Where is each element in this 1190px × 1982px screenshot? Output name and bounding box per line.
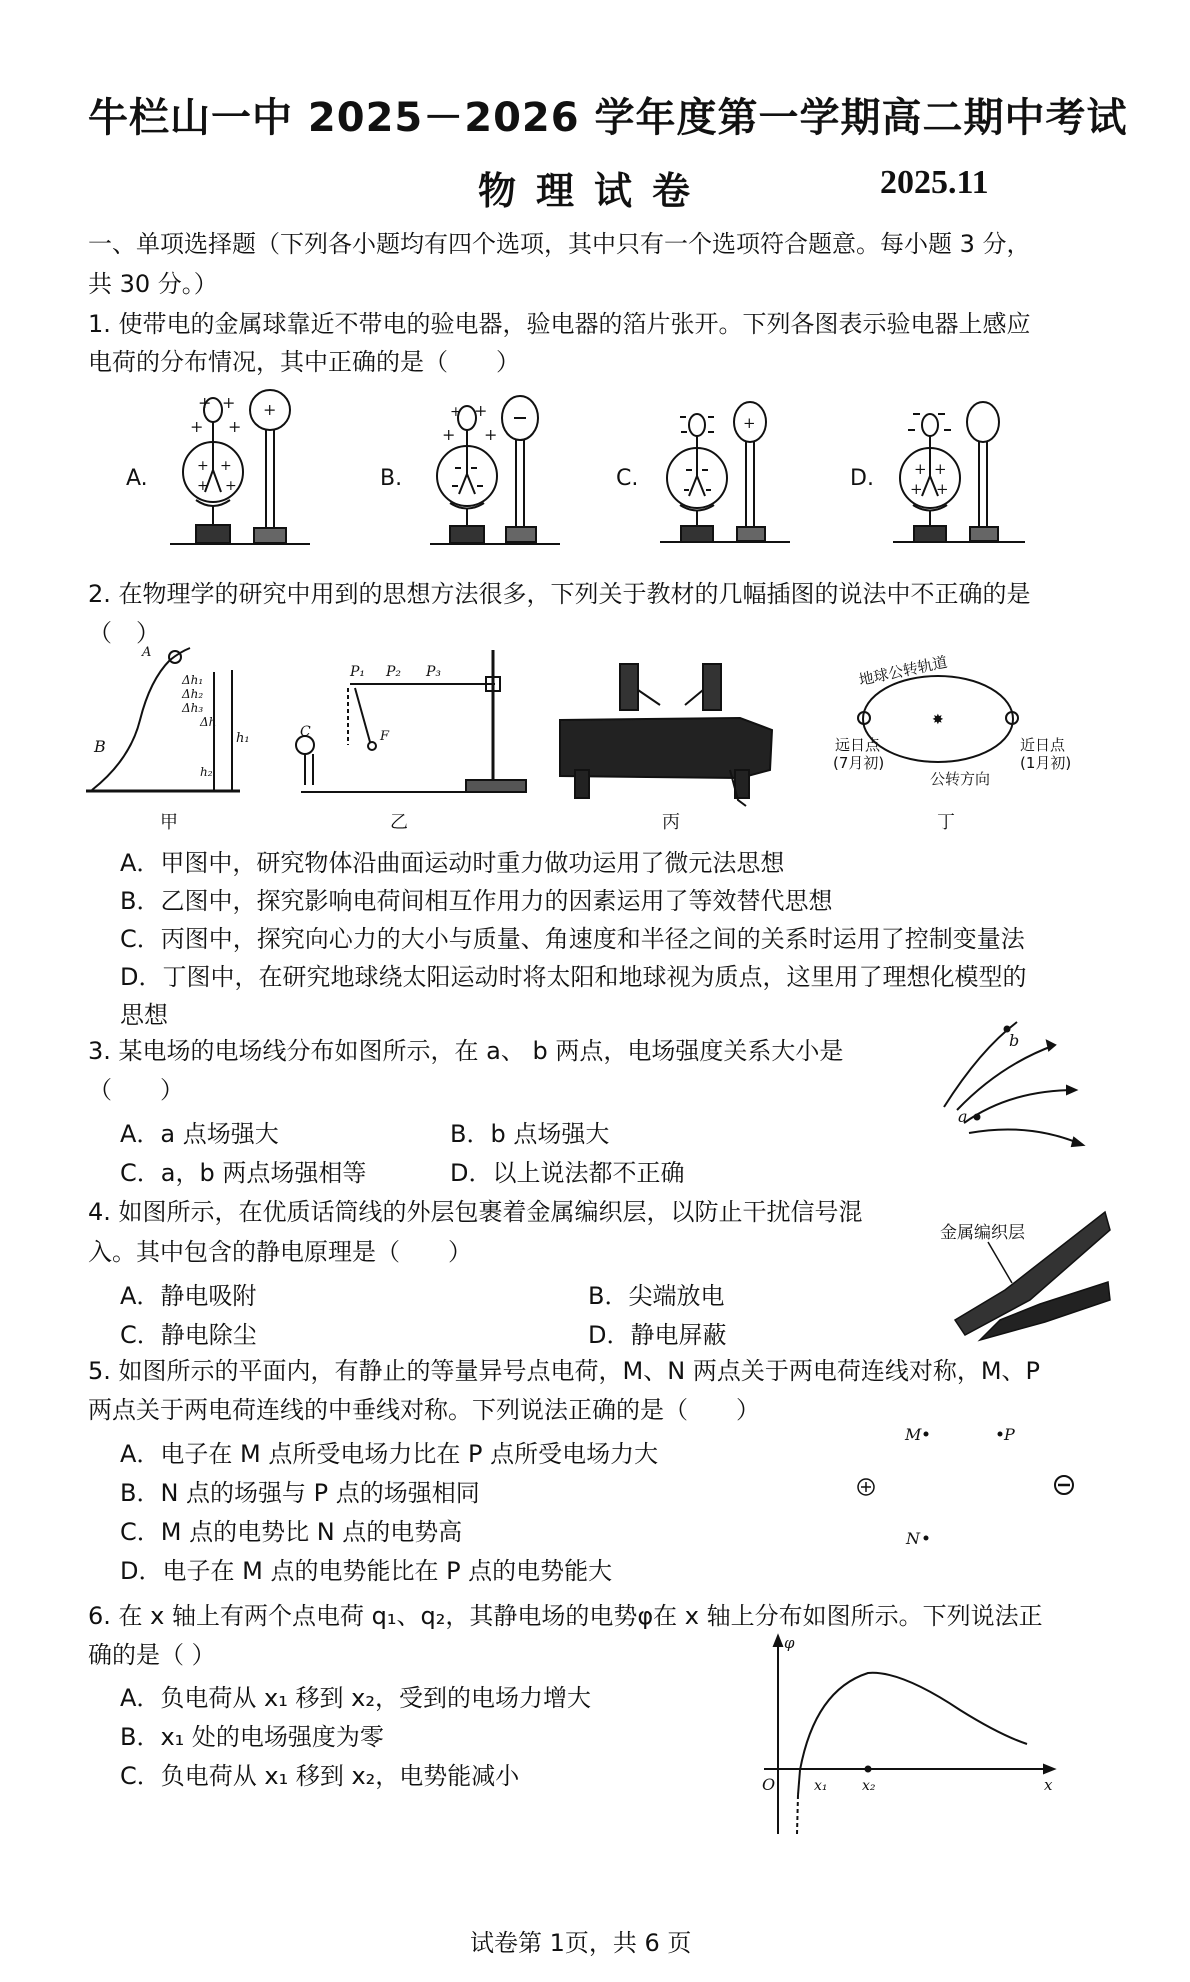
- svg-text:+: +: [197, 458, 209, 474]
- svg-text:+: +: [450, 404, 462, 420]
- q1-stem: 1. 使带电的金属球靠近不带电的验电器，验电器的箔片张开。下列各图表示验电器上感应: [88, 310, 1031, 338]
- svg-text:+: +: [474, 401, 488, 420]
- svg-text:C: C: [300, 724, 311, 740]
- q6-option-b[interactable]: B．x₁ 处的电场强度为零: [120, 1723, 384, 1751]
- svg-text:+: +: [222, 393, 236, 412]
- svg-text:P₂: P₂: [386, 664, 402, 680]
- page-footer: 试卷第 1页，共 6 页: [470, 1929, 692, 1957]
- q5-option-a[interactable]: A．电子在 M 点所受电场力比在 P 点所受电场力大: [120, 1440, 659, 1468]
- svg-text:N: N: [906, 1529, 920, 1548]
- svg-text:Δh₁: Δh₁: [182, 673, 204, 687]
- q5-option-b[interactable]: B．N 点的场强与 P 点的场强相同: [120, 1479, 480, 1507]
- q5-option-d[interactable]: D．电子在 M 点的电势能比在 P 点的电势能大: [120, 1557, 613, 1585]
- q3-option-d[interactable]: D．以上说法都不正确: [450, 1159, 685, 1187]
- svg-text:O: O: [762, 1775, 776, 1794]
- revolution-direction-label: 公转方向: [930, 770, 991, 788]
- q2-option-c[interactable]: C．丙图中，探究向心力的大小与质量、角速度和半径之间的关系时运用了控制变量法: [120, 925, 1025, 953]
- q2-stem-cont: （ ）: [88, 619, 160, 647]
- svg-text:h₁: h₁: [236, 731, 250, 746]
- svg-text:+: +: [228, 417, 242, 436]
- svg-text:Δh: Δh: [200, 715, 217, 729]
- q3-option-b[interactable]: B．b 点场强大: [450, 1120, 610, 1148]
- svg-text:Δh₂: Δh₂: [182, 687, 204, 701]
- q4-option-b[interactable]: B．尖端放电: [588, 1282, 725, 1310]
- caption-jia: 甲: [160, 812, 178, 833]
- svg-text:✸: ✸: [932, 712, 944, 728]
- svg-text:A: A: [142, 645, 152, 660]
- q4-option-d[interactable]: D．静电屏蔽: [588, 1321, 727, 1349]
- svg-text:+: +: [220, 458, 232, 474]
- aphelion-label: 远日点: [835, 736, 881, 754]
- svg-text:+: +: [225, 478, 237, 494]
- cable-label: 金属编织层: [940, 1223, 1025, 1243]
- section-heading-cont: 共 30 分。）: [88, 270, 218, 298]
- q2-option-d[interactable]: D．丁图中，在研究地球绕太阳运动时将太阳和地球视为质点，这里用了理想化模型的: [120, 963, 1027, 991]
- q1-figure-label-d: D.: [850, 466, 874, 491]
- svg-text:+: +: [442, 425, 456, 444]
- subject-title: 物理试卷: [478, 169, 711, 213]
- q6-option-c[interactable]: C．负电荷从 x₁ 移到 x₂，电势能减小: [120, 1762, 520, 1790]
- svg-text:+: +: [198, 393, 212, 412]
- svg-text:+: +: [197, 478, 209, 494]
- svg-text:P₃: P₃: [426, 664, 442, 680]
- svg-text:x₂: x₂: [862, 1778, 876, 1794]
- svg-text:b: b: [1009, 1031, 1020, 1050]
- svg-text:+: +: [914, 460, 927, 478]
- svg-text:P: P: [1004, 1425, 1015, 1444]
- q4-option-a[interactable]: A．静电吸附: [120, 1282, 257, 1310]
- svg-text:+: +: [910, 480, 923, 498]
- q5-stem-cont: 两点关于两电荷连线的中垂线对称。下列说法正确的是（ ）: [88, 1396, 760, 1424]
- aphelion-date: (7月初): [833, 754, 885, 772]
- q4-stem-cont: 入。其中包含的静电原理是（ ）: [88, 1238, 472, 1266]
- q1-stem-cont: 电荷的分布情况，其中正确的是（ ）: [88, 348, 520, 376]
- svg-text:+: +: [190, 417, 204, 436]
- svg-text:F: F: [380, 729, 390, 744]
- svg-text:x: x: [1044, 1776, 1053, 1794]
- phi-axis-label: φ: [784, 1634, 795, 1652]
- caption-yi: 乙: [390, 812, 408, 833]
- svg-text:x₁: x₁: [814, 1778, 828, 1794]
- q2-option-a[interactable]: A．甲图中，研究物体沿曲面运动时重力做功运用了微元法思想: [120, 849, 785, 877]
- svg-text:+: +: [934, 460, 947, 478]
- q3-option-c[interactable]: C．a，b 两点场强相等: [120, 1159, 367, 1187]
- orbit-label: 地球公转轨道: [857, 652, 950, 690]
- svg-text:a: a: [958, 1107, 968, 1126]
- q5-option-c[interactable]: C．M 点的电势比 N 点的电势高: [120, 1518, 463, 1546]
- q4-stem: 4. 如图所示，在优质话筒线的外层包裹着金属编织层，以防止干扰信号混: [88, 1198, 863, 1226]
- svg-text:B: B: [94, 737, 106, 756]
- q3-stem: 3. 某电场的电场线分布如图所示，在 a、 b 两点，电场强度关系大小是: [88, 1037, 844, 1065]
- q1-figure-label-c: C.: [616, 466, 639, 491]
- q5-stem: 5. 如图所示的平面内，有静止的等量异号点电荷，M、N 两点关于两电荷连线对称，M、P: [88, 1357, 1040, 1385]
- q4-option-c[interactable]: C．静电除尘: [120, 1321, 257, 1349]
- exam-date: 2025.11: [880, 164, 989, 201]
- svg-text:Δh₃: Δh₃: [182, 701, 204, 715]
- svg-text:+: +: [743, 414, 756, 432]
- exam-title: 牛栏山一中 2025－2026 学年度第一学期高二期中考试: [88, 95, 1128, 141]
- q3-option-a[interactable]: A．a 点场强大: [120, 1120, 279, 1148]
- svg-text:+: +: [936, 480, 949, 498]
- svg-text:M: M: [905, 1425, 922, 1444]
- q2-option-b[interactable]: B．乙图中，探究影响电荷间相互作用力的因素运用了等效替代思想: [120, 887, 833, 915]
- q2-option-d-cont: 思想: [120, 1001, 168, 1029]
- svg-text:+: +: [263, 400, 277, 419]
- q2-stem: 2. 在物理学的研究中用到的思想方法很多，下列关于教材的几幅插图的说法中不正确的是: [88, 580, 1031, 608]
- perihelion-label: 近日点: [1020, 736, 1066, 754]
- section-heading: 一、单项选择题（下列各小题均有四个选项，其中只有一个选项符合题意。每小题 3 分，: [88, 230, 1031, 258]
- svg-text:P₁: P₁: [350, 664, 366, 680]
- q1-figure-label-b: B.: [380, 466, 403, 491]
- q6-stem: 6. 在 x 轴上有两个点电荷 q₁、q₂，其静电场的电势φ在 x 轴上分布如图所示。下列说法正: [88, 1602, 1043, 1630]
- q6-option-a[interactable]: A．负电荷从 x₁ 移到 x₂，受到的电场力增大: [120, 1684, 591, 1712]
- svg-text:+: +: [484, 425, 498, 444]
- q1-figure-label-a: A.: [126, 466, 148, 491]
- perihelion-date: (1月初): [1020, 754, 1072, 772]
- caption-bing: 丙: [662, 812, 680, 833]
- caption-ding: 丁: [937, 812, 955, 833]
- q6-stem-cont: 确的是（ ）: [88, 1641, 216, 1669]
- svg-text:h₂: h₂: [200, 765, 213, 779]
- q3-stem-cont: （ ）: [88, 1076, 184, 1104]
